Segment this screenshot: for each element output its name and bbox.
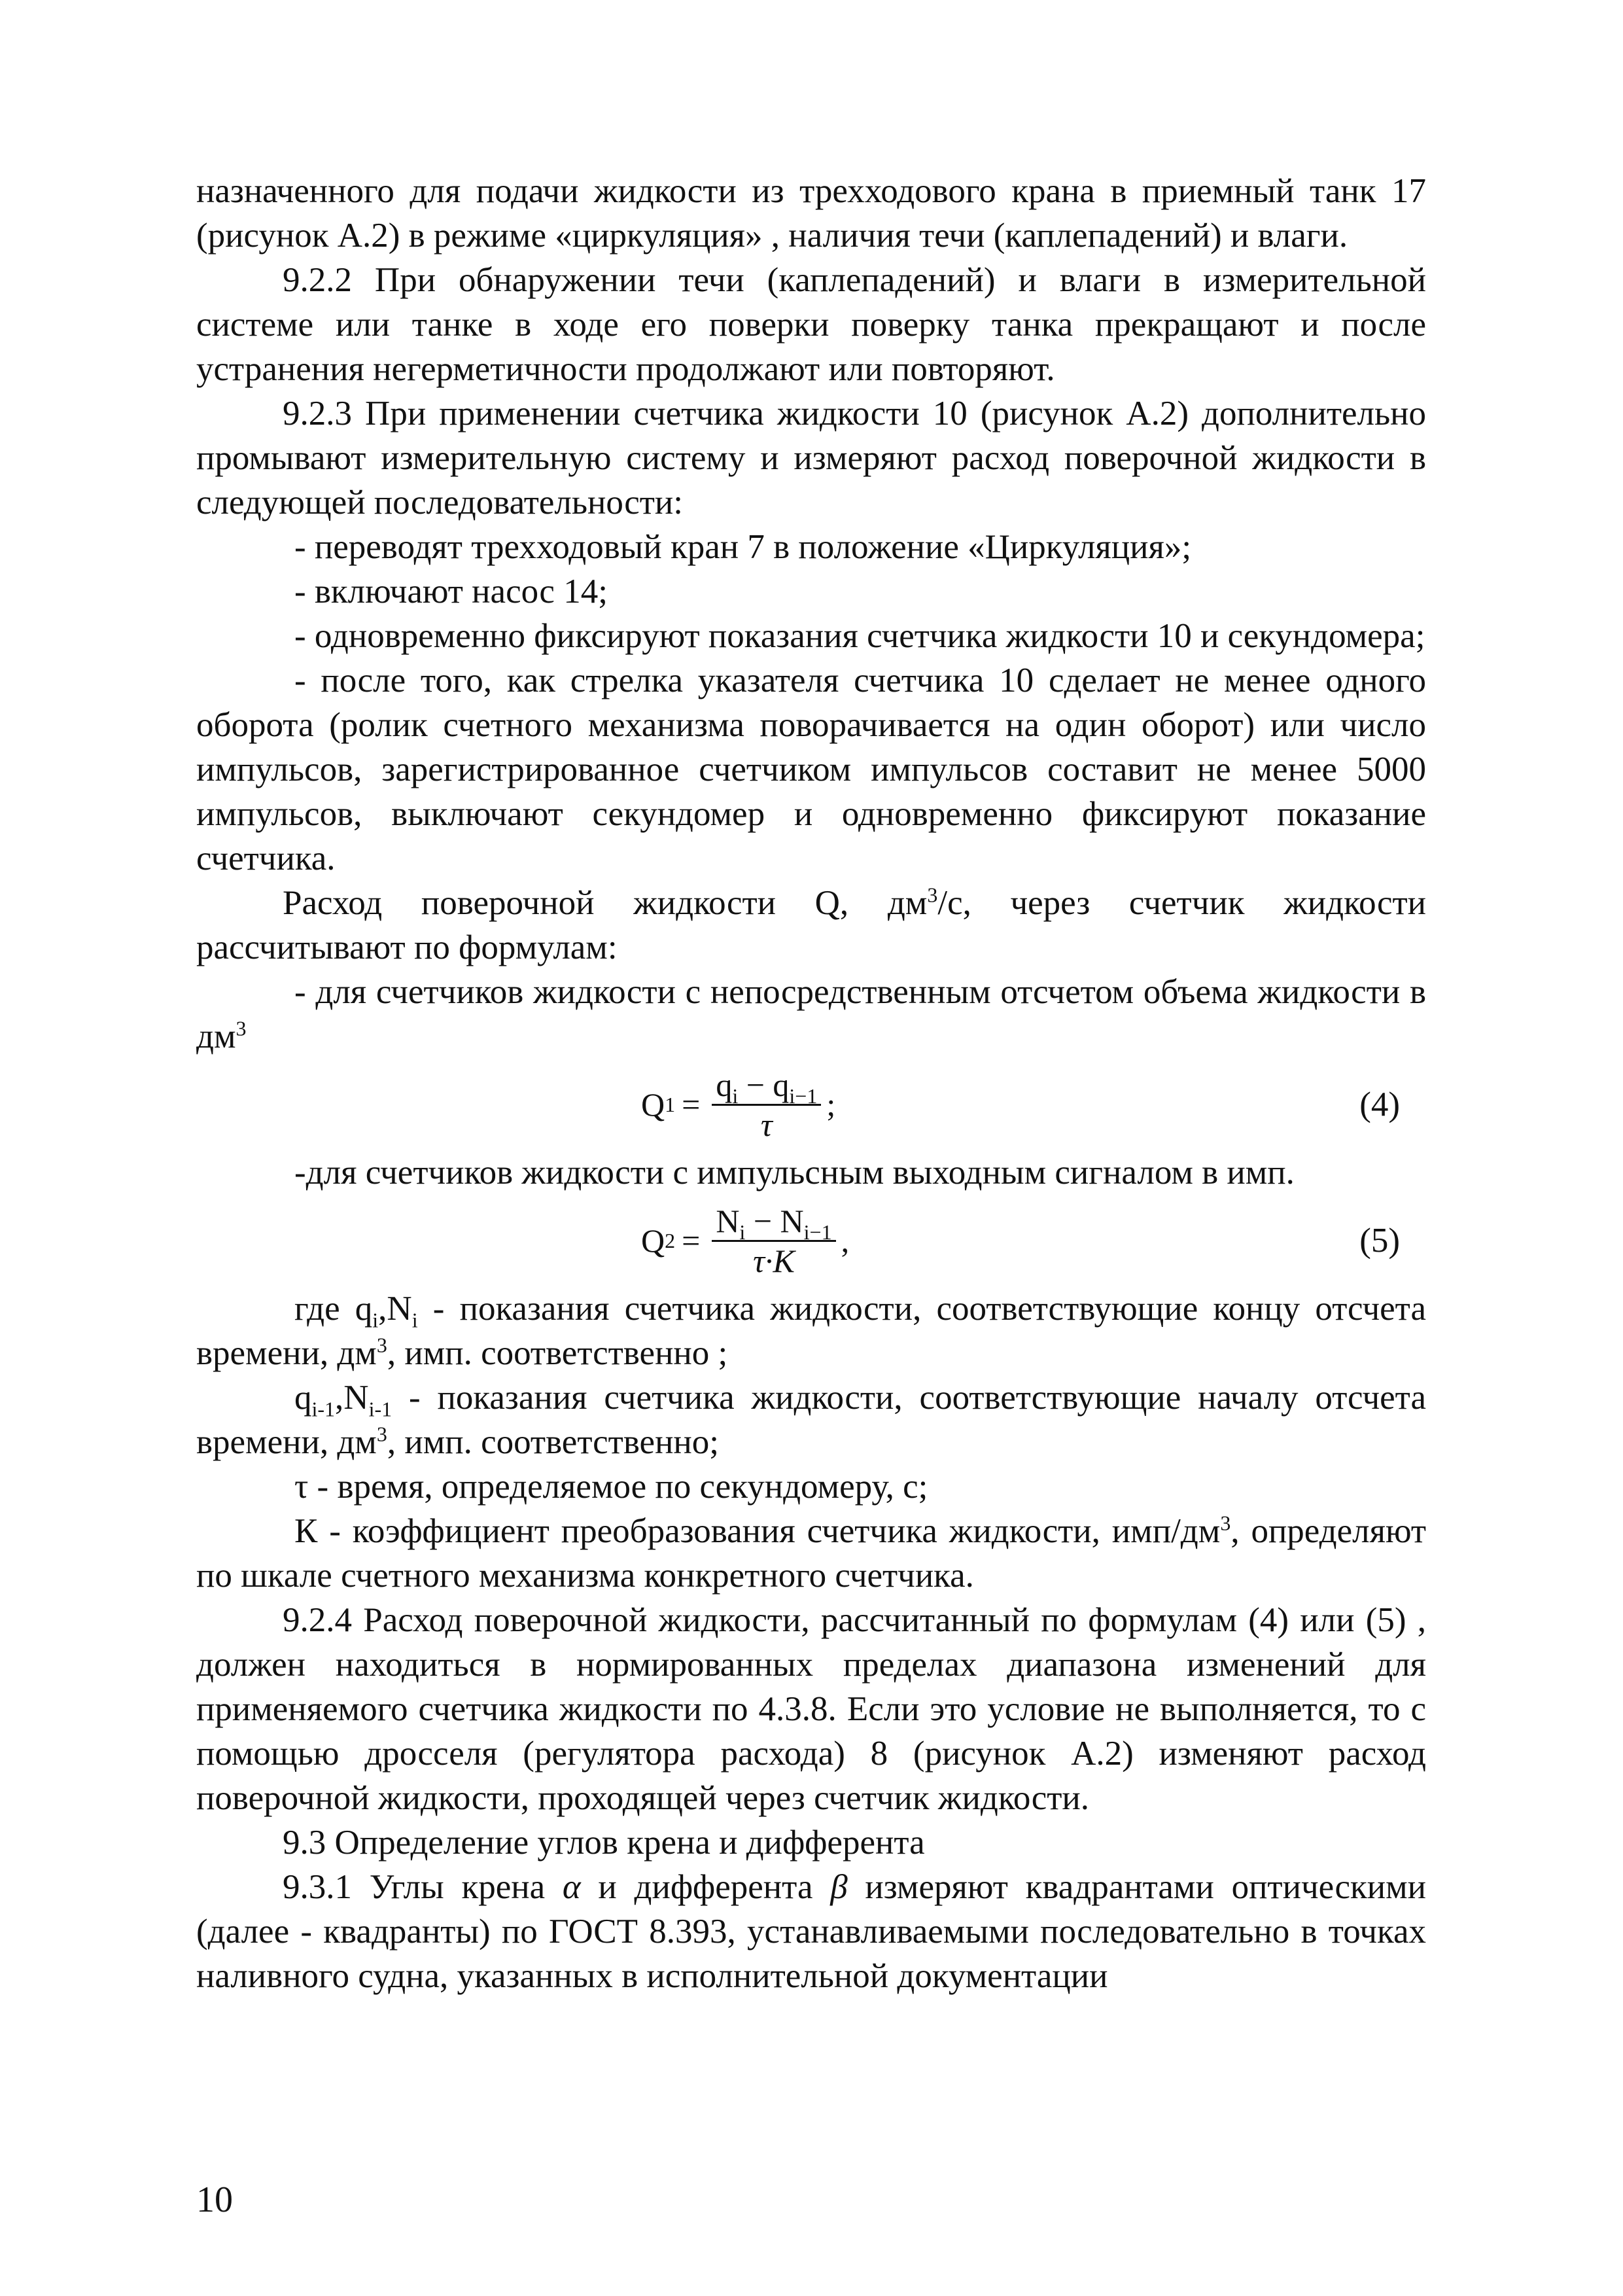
list-item-valve: - переводят трехходовый кран 7 в положение «Циркуляция»; xyxy=(294,528,1192,566)
paragraph-flow-rate: Расход поверочной жидкости Q, $дм^3/с$, через счетчик жидкости рассчитывают по формулам: xyxy=(196,883,1427,966)
list-item-direct-counters: - для счетчиков жидкости с непосредственным отсчетом объема жидкости в $дм^3$ xyxy=(196,973,1426,1055)
formula-5: Q 2 = $\frac{N_i - N_{i-1}}{\tau\cdot К}$ , (5) xyxy=(196,1195,1426,1286)
formula-number-5: (5) xyxy=(1359,1222,1400,1260)
paragraph-9-3-1: 9.3.1 Углы крена α и дифферента β измеряют квадрантами оптическими (далее - квадранты) по ГОСТ 8.393, устанавливаемыми последовательно в точках наливного судна, указанных в исполнительной документации xyxy=(196,1868,1426,1995)
formula-4: Q 1 = $\frac{q_i - q_{i-1}}{\tau}$ ; (4) xyxy=(196,1059,1426,1150)
paragraph-9-2-4: 9.2.4 Расход поверочной жидкости, рассчитанный по формулам (4) или (5) , должен находиться в нормированных пределах диапазона изменений для применяемого счетчика жидкости по 4.3.8. Если это условие не выполняется, то с помощью дросселя (регулятора расхода) 8 (рисунок А.2) изменяют расход поверочной жидкости, проходящей через счетчик жидкости. xyxy=(196,1601,1426,1817)
list-item-pump: - включают насос 14; xyxy=(294,573,608,610)
list-item-stopwatch: - после того, как стрелка указателя счетчика 10 сделает не менее одного оборота (ролик счетного механизма поворачивается на один оборот) или число импульсов, зарегистрированное счетчиком импульсов составит не менее 5000 импульсов, выключают секундомер и одновременно фиксируют показание счетчика. xyxy=(196,662,1426,877)
paragraph-9-2-3: 9.2.3 При применении счетчика жидкости 10 (рисунок А.2) дополнительно промывают измерительную систему и измеряют расход поверочной жидкости в следующей последовательности: xyxy=(196,395,1426,521)
page-content xyxy=(196,169,1426,1998)
definition-start-readings: $q_{i-1},N_{i-1}$ - показания счетчика жидкости, соответствующие началу отсчета времени, $дм^3$, имп. соответственно; xyxy=(196,1379,1426,1461)
formula-number-4: (4) xyxy=(1359,1086,1400,1123)
fraction-5: $\frac{N_i - N_{i-1}}{\tau\cdot К}$ xyxy=(712,1202,835,1280)
list-item-pulse-counters: -для счетчиков жидкости с импульсным выходным сигналом в имп. xyxy=(294,1154,1295,1192)
paragraph-continuation: назначенного для подачи жидкости из трехходового крана в приемный танк 17 (рисунок А.2) в режиме «циркуляция» , наличия течи (каплепадений) и влаги. xyxy=(196,172,1426,255)
paragraph-9-2-2: 9.2.2 При обнаружении течи (каплепадений) и влаги в измерительной системе или танке в ходе его поверки поверку танка прекращают и после устранения негерметичности продолжают или повторяют. xyxy=(196,261,1426,388)
list-item-record: - одновременно фиксируют показания счетчика жидкости 10 и секундомера; xyxy=(294,617,1425,655)
fraction-4: $\frac{q_i - q_{i-1}}{\tau}$ xyxy=(712,1066,821,1144)
definition-end-readings: где $q_i,N_i$ - показания счетчика жидкости, соответствующие концу отсчета времени, $дм^3$, имп. соответственно ; xyxy=(196,1290,1426,1372)
definition-time: τ - время, определяемое по секундомеру, с; xyxy=(294,1468,928,1506)
section-heading-9-3: 9.3 Определение углов крена и дифферента xyxy=(283,1824,925,1862)
page-number: 10 xyxy=(196,2180,233,2220)
definition-coefficient: К - коэффициент преобразования счетчика жидкости, имп/$дм^3$, определяют по шкале счетного механизма конкретного счетчика. xyxy=(196,1511,1427,1595)
